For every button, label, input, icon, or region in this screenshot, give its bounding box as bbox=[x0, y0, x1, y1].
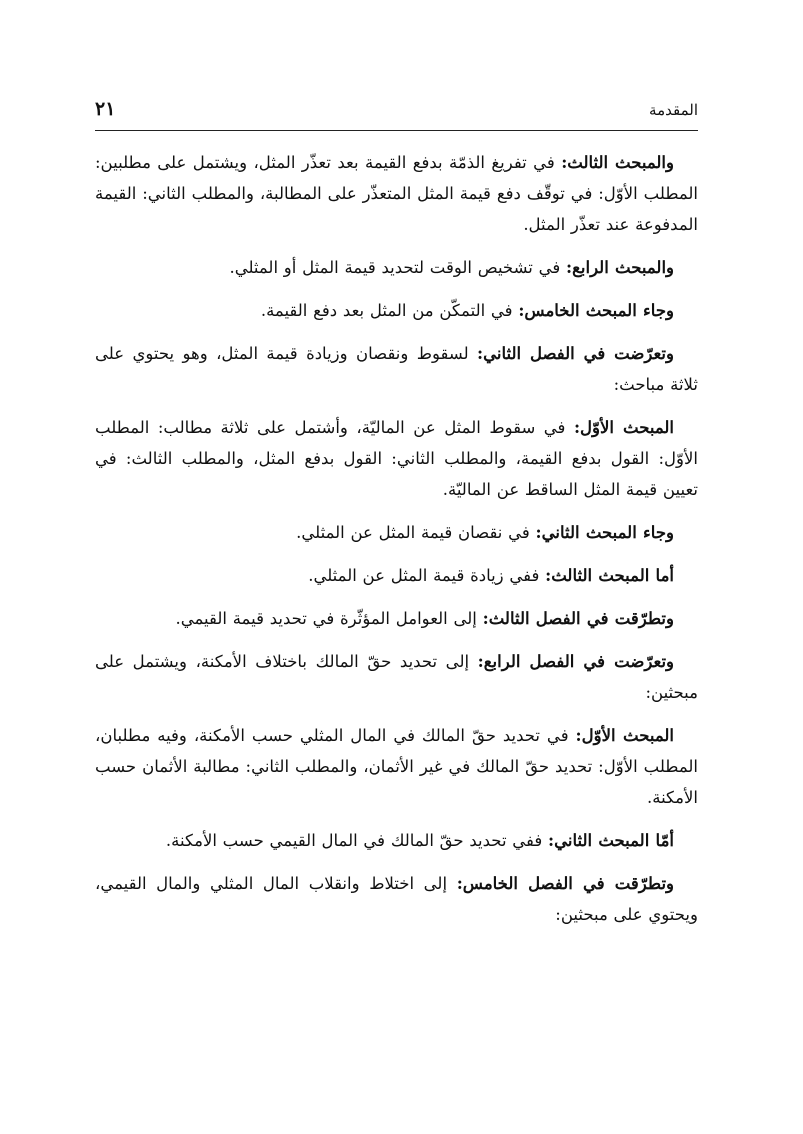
paragraph-text: في تفريغ الذمّة بدفع القيمة بعد تعذّر المثل، ويشتمل على مطلبين: المطلب الأوّل: في توقّف دفع قيمة المثل المتعذّر على المطالبة، والمطلب الثاني: القيمة المدفوعة عند تعذّر المثل. bbox=[95, 153, 698, 234]
paragraph bbox=[95, 603, 698, 634]
body-text bbox=[95, 147, 698, 942]
paragraph-lead: والمبحث الرابع: bbox=[566, 258, 674, 277]
paragraph-lead: والمبحث الثالث: bbox=[561, 153, 674, 172]
paragraph-lead: المبحث الأوّل: bbox=[573, 418, 674, 437]
paragraph bbox=[95, 147, 698, 240]
paragraph-lead: أما المبحث الثالث: bbox=[545, 566, 674, 585]
paragraph-lead: وتطرّقت في الفصل الثالث: bbox=[482, 609, 674, 628]
paragraph-text: في تشخيص الوقت لتحديد قيمة المثل أو المثلي. bbox=[229, 258, 567, 277]
paragraph-text: إلى العوامل المؤثّرة في تحديد قيمة القيمي. bbox=[175, 609, 483, 628]
paragraph-lead: وتعرّضت في الفصل الرابع: bbox=[477, 652, 675, 671]
paragraph-lead: أمّا المبحث الثاني: bbox=[548, 831, 674, 850]
paragraph bbox=[95, 252, 698, 283]
paragraph-text: في نقصان قيمة المثل عن المثلي. bbox=[296, 523, 536, 542]
paragraph-text: ففي زيادة قيمة المثل عن المثلي. bbox=[308, 566, 546, 585]
paragraph bbox=[95, 868, 698, 930]
paragraph bbox=[95, 517, 698, 548]
running-title: المقدمة bbox=[649, 101, 698, 119]
paragraph bbox=[95, 412, 698, 505]
page-header bbox=[95, 96, 698, 126]
paragraph-lead: وتعرّضت في الفصل الثاني: bbox=[477, 344, 674, 363]
paragraph-lead: وجاء المبحث الخامس: bbox=[518, 301, 674, 320]
paragraph bbox=[95, 338, 698, 400]
paragraph bbox=[95, 720, 698, 813]
page-number: ٢١ bbox=[95, 98, 116, 120]
paragraph-text: في تحديد حقّ المالك في المال المثلي حسب الأمكنة، وفيه مطلبان، المطلب الأوّل: تحديد حقّ المالك في غير الأثمان، والمطلب الثاني: مطالبة الأثمان حسب الأمكنة. bbox=[95, 726, 698, 807]
paragraph-lead: المبحث الأوّل: bbox=[575, 726, 674, 745]
paragraph bbox=[95, 560, 698, 591]
paragraph-lead: وتطرّقت في الفصل الخامس: bbox=[456, 874, 675, 893]
paragraph-text: إلى تحديد حقّ المالك باختلاف الأمكنة، ويشتمل على مبحثين: bbox=[95, 652, 698, 702]
paragraph-lead: وجاء المبحث الثاني: bbox=[535, 523, 674, 542]
paragraph bbox=[95, 295, 698, 326]
paragraph bbox=[95, 646, 698, 708]
paragraph-text: ففي تحديد حقّ المالك في المال القيمي حسب الأمكنة. bbox=[165, 831, 549, 850]
book-page bbox=[95, 0, 698, 1134]
paragraph-text: في التمكّن من المثل بعد دفع القيمة. bbox=[260, 301, 519, 320]
paragraph-text: في سقوط المثل عن الماليّة، وأشتمل على ثلاثة مطالب: المطلب الأوّل: القول بدفع القيمة، والمطلب الثاني: القول بدفع المثل، والمطلب الثالث: في تعيين قيمة المثل الساقط عن الماليّة. bbox=[95, 418, 698, 499]
header-rule bbox=[95, 130, 698, 131]
paragraph-text: لسقوط ونقصان وزيادة قيمة المثل، وهو يحتوي على ثلاثة مباحث: bbox=[95, 344, 698, 394]
paragraph bbox=[95, 825, 698, 856]
paragraph-text: إلى اختلاط وانقلاب المال المثلي والمال القيمي، ويحتوي على مبحثين: bbox=[95, 874, 698, 924]
